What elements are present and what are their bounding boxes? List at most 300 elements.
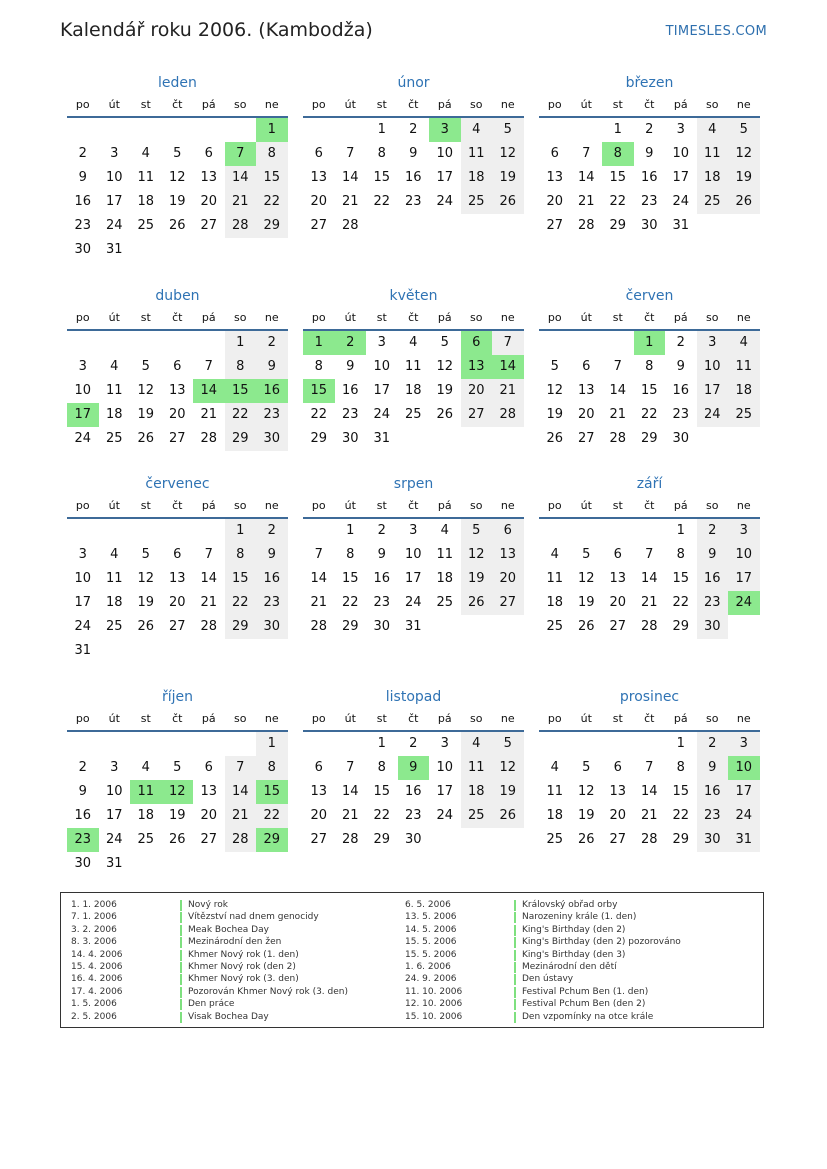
day-cell[interactable]: 22 — [640, 407, 658, 422]
day-cell[interactable]: 24 — [373, 407, 391, 422]
day-cell[interactable]: 28 — [200, 431, 218, 446]
day-cell[interactable]: 16 — [697, 567, 729, 591]
day-cell[interactable]: 24 — [672, 194, 690, 209]
day-cell[interactable]: 15 — [225, 567, 257, 591]
day-cell[interactable]: 25 — [728, 403, 760, 427]
day-cell[interactable]: 27 — [609, 619, 627, 634]
day-cell[interactable]: 22 — [341, 595, 359, 610]
day-cell[interactable]: 8 — [645, 359, 654, 374]
day-cell[interactable]: 4 — [141, 146, 150, 161]
day-cell[interactable]: 2 — [697, 732, 729, 756]
day-cell[interactable]: 23 — [697, 804, 729, 828]
day-cell[interactable]: 7 — [346, 146, 355, 161]
day-cell[interactable]: 6 — [314, 146, 323, 161]
day-cell[interactable]: 6 — [582, 359, 591, 374]
day-cell[interactable]: 7 — [204, 547, 213, 562]
day-cell[interactable]: 31 — [672, 218, 690, 233]
holiday-day-cell[interactable]: 9 — [398, 756, 430, 780]
day-cell[interactable]: 27 — [461, 403, 493, 427]
day-cell[interactable]: 22 — [225, 403, 257, 427]
day-cell[interactable]: 4 — [697, 118, 729, 142]
day-cell[interactable]: 14 — [640, 571, 658, 586]
holiday-day-cell[interactable]: 29 — [256, 828, 288, 852]
day-cell[interactable]: 20 — [310, 194, 328, 209]
day-cell[interactable]: 20 — [609, 808, 627, 823]
day-cell[interactable]: 5 — [582, 547, 591, 562]
day-cell[interactable]: 23 — [341, 407, 359, 422]
day-cell[interactable]: 7 — [645, 547, 654, 562]
day-cell[interactable]: 25 — [697, 190, 729, 214]
day-cell[interactable]: 13 — [609, 784, 627, 799]
day-cell[interactable]: 1 — [346, 523, 355, 538]
day-cell[interactable]: 21 — [492, 379, 524, 403]
day-cell[interactable]: 17 — [436, 784, 454, 799]
day-cell[interactable]: 23 — [697, 591, 729, 615]
day-cell[interactable]: 15 — [341, 571, 359, 586]
day-cell[interactable]: 13 — [168, 571, 186, 586]
holiday-day-cell[interactable]: 2 — [335, 331, 367, 355]
day-cell[interactable]: 26 — [461, 591, 493, 615]
day-cell[interactable]: 16 — [373, 571, 391, 586]
day-cell[interactable]: 14 — [225, 166, 257, 190]
day-cell[interactable]: 26 — [168, 218, 186, 233]
day-cell[interactable]: 22 — [609, 194, 627, 209]
day-cell[interactable]: 1 — [676, 523, 685, 538]
day-cell[interactable]: 11 — [728, 355, 760, 379]
day-cell[interactable]: 25 — [137, 832, 155, 847]
day-cell[interactable]: 13 — [546, 170, 564, 185]
day-cell[interactable]: 4 — [461, 118, 493, 142]
day-cell[interactable]: 18 — [105, 407, 123, 422]
day-cell[interactable]: 25 — [137, 218, 155, 233]
day-cell[interactable]: 30 — [404, 832, 422, 847]
day-cell[interactable]: 2 — [409, 736, 418, 751]
day-cell[interactable]: 18 — [461, 166, 493, 190]
day-cell[interactable]: 31 — [105, 242, 123, 257]
day-cell[interactable]: 18 — [697, 166, 729, 190]
day-cell[interactable]: 2 — [409, 122, 418, 137]
day-cell[interactable]: 16 — [697, 780, 729, 804]
day-cell[interactable]: 21 — [609, 407, 627, 422]
day-cell[interactable]: 10 — [105, 784, 123, 799]
day-cell[interactable]: 17 — [728, 567, 760, 591]
day-cell[interactable]: 30 — [256, 615, 288, 639]
day-cell[interactable]: 28 — [341, 218, 359, 233]
day-cell[interactable]: 23 — [404, 194, 422, 209]
brand-logo[interactable]: TIMESLES.COM — [665, 24, 767, 39]
day-cell[interactable]: 7 — [204, 359, 213, 374]
day-cell[interactable]: 23 — [256, 403, 288, 427]
day-cell[interactable]: 10 — [436, 760, 454, 775]
day-cell[interactable]: 30 — [672, 431, 690, 446]
holiday-day-cell[interactable]: 1 — [303, 331, 335, 355]
day-cell[interactable]: 3 — [676, 122, 685, 137]
day-cell[interactable]: 14 — [225, 780, 257, 804]
day-cell[interactable]: 31 — [74, 643, 92, 658]
day-cell[interactable]: 3 — [409, 523, 418, 538]
day-cell[interactable]: 18 — [137, 194, 155, 209]
day-cell[interactable]: 29 — [373, 832, 391, 847]
day-cell[interactable]: 24 — [436, 808, 454, 823]
day-cell[interactable]: 30 — [341, 431, 359, 446]
day-cell[interactable]: 20 — [168, 407, 186, 422]
day-cell[interactable]: 12 — [137, 383, 155, 398]
day-cell[interactable]: 5 — [461, 519, 493, 543]
day-cell[interactable]: 14 — [200, 571, 218, 586]
day-cell[interactable]: 25 — [546, 832, 564, 847]
holiday-day-cell[interactable]: 6 — [461, 331, 493, 355]
day-cell[interactable]: 2 — [256, 519, 288, 543]
day-cell[interactable]: 24 — [105, 832, 123, 847]
day-cell[interactable]: 1 — [613, 122, 622, 137]
day-cell[interactable]: 18 — [137, 808, 155, 823]
day-cell[interactable]: 14 — [341, 170, 359, 185]
day-cell[interactable]: 28 — [200, 619, 218, 634]
day-cell[interactable]: 13 — [492, 543, 524, 567]
day-cell[interactable]: 6 — [613, 760, 622, 775]
day-cell[interactable]: 27 — [577, 431, 595, 446]
day-cell[interactable]: 13 — [168, 383, 186, 398]
day-cell[interactable]: 12 — [436, 359, 454, 374]
day-cell[interactable]: 16 — [404, 784, 422, 799]
day-cell[interactable]: 9 — [676, 359, 685, 374]
day-cell[interactable]: 11 — [461, 756, 493, 780]
day-cell[interactable]: 6 — [204, 760, 213, 775]
holiday-day-cell[interactable]: 13 — [461, 355, 493, 379]
day-cell[interactable]: 21 — [577, 194, 595, 209]
day-cell[interactable]: 31 — [373, 431, 391, 446]
day-cell[interactable]: 30 — [697, 615, 729, 639]
day-cell[interactable]: 9 — [346, 359, 355, 374]
day-cell[interactable]: 11 — [546, 784, 564, 799]
day-cell[interactable]: 20 — [200, 194, 218, 209]
day-cell[interactable]: 11 — [137, 170, 155, 185]
day-cell[interactable]: 27 — [310, 218, 328, 233]
day-cell[interactable]: 22 — [672, 595, 690, 610]
day-cell[interactable]: 9 — [78, 170, 87, 185]
day-cell[interactable]: 12 — [168, 170, 186, 185]
day-cell[interactable]: 19 — [168, 194, 186, 209]
day-cell[interactable]: 3 — [697, 331, 729, 355]
day-cell[interactable]: 19 — [546, 407, 564, 422]
holiday-day-cell[interactable]: 16 — [256, 379, 288, 403]
day-cell[interactable]: 26 — [577, 832, 595, 847]
day-cell[interactable]: 30 — [256, 427, 288, 451]
day-cell[interactable]: 13 — [609, 571, 627, 586]
day-cell[interactable]: 21 — [640, 595, 658, 610]
day-cell[interactable]: 29 — [672, 832, 690, 847]
day-cell[interactable]: 16 — [404, 170, 422, 185]
day-cell[interactable]: 20 — [609, 595, 627, 610]
day-cell[interactable]: 30 — [697, 828, 729, 852]
day-cell[interactable]: 6 — [492, 519, 524, 543]
day-cell[interactable]: 11 — [546, 571, 564, 586]
day-cell[interactable]: 1 — [256, 732, 288, 756]
day-cell[interactable]: 28 — [640, 619, 658, 634]
day-cell[interactable]: 17 — [373, 383, 391, 398]
day-cell[interactable]: 29 — [256, 214, 288, 238]
day-cell[interactable]: 18 — [105, 595, 123, 610]
day-cell[interactable]: 21 — [225, 190, 257, 214]
holiday-day-cell[interactable]: 15 — [303, 379, 335, 403]
day-cell[interactable]: 30 — [74, 242, 92, 257]
day-cell[interactable]: 14 — [341, 784, 359, 799]
day-cell[interactable]: 28 — [341, 832, 359, 847]
day-cell[interactable]: 4 — [110, 547, 119, 562]
day-cell[interactable]: 14 — [640, 784, 658, 799]
holiday-day-cell[interactable]: 17 — [67, 403, 99, 427]
day-cell[interactable]: 2 — [676, 335, 685, 350]
day-cell[interactable]: 27 — [492, 591, 524, 615]
day-cell[interactable]: 16 — [341, 383, 359, 398]
day-cell[interactable]: 1 — [225, 331, 257, 355]
day-cell[interactable]: 31 — [105, 856, 123, 871]
day-cell[interactable]: 23 — [373, 595, 391, 610]
day-cell[interactable]: 15 — [373, 170, 391, 185]
day-cell[interactable]: 20 — [492, 567, 524, 591]
day-cell[interactable]: 23 — [404, 808, 422, 823]
day-cell[interactable]: 9 — [377, 547, 386, 562]
holiday-day-cell[interactable]: 15 — [225, 379, 257, 403]
day-cell[interactable]: 24 — [74, 431, 92, 446]
day-cell[interactable]: 19 — [461, 567, 493, 591]
day-cell[interactable]: 1 — [377, 736, 386, 751]
day-cell[interactable]: 17 — [74, 595, 92, 610]
day-cell[interactable]: 6 — [550, 146, 559, 161]
day-cell[interactable]: 3 — [110, 146, 119, 161]
day-cell[interactable]: 22 — [310, 407, 328, 422]
day-cell[interactable]: 15 — [672, 571, 690, 586]
day-cell[interactable]: 8 — [676, 547, 685, 562]
day-cell[interactable]: 3 — [110, 760, 119, 775]
day-cell[interactable]: 17 — [728, 780, 760, 804]
day-cell[interactable]: 24 — [74, 619, 92, 634]
day-cell[interactable]: 29 — [341, 619, 359, 634]
day-cell[interactable]: 6 — [314, 760, 323, 775]
day-cell[interactable]: 4 — [550, 760, 559, 775]
day-cell[interactable]: 12 — [137, 571, 155, 586]
day-cell[interactable]: 15 — [640, 383, 658, 398]
day-cell[interactable]: 22 — [225, 591, 257, 615]
day-cell[interactable]: 2 — [645, 122, 654, 137]
day-cell[interactable]: 5 — [492, 118, 524, 142]
day-cell[interactable]: 5 — [141, 547, 150, 562]
day-cell[interactable]: 28 — [609, 431, 627, 446]
day-cell[interactable]: 20 — [310, 808, 328, 823]
day-cell[interactable]: 13 — [200, 784, 218, 799]
day-cell[interactable]: 25 — [461, 804, 493, 828]
day-cell[interactable]: 22 — [373, 194, 391, 209]
day-cell[interactable]: 17 — [105, 194, 123, 209]
holiday-day-cell[interactable]: 8 — [602, 142, 634, 166]
holiday-day-cell[interactable]: 15 — [256, 780, 288, 804]
day-cell[interactable]: 26 — [492, 190, 524, 214]
day-cell[interactable]: 4 — [461, 732, 493, 756]
day-cell[interactable]: 2 — [78, 760, 87, 775]
holiday-day-cell[interactable]: 11 — [130, 780, 162, 804]
day-cell[interactable]: 31 — [404, 619, 422, 634]
holiday-day-cell[interactable]: 7 — [225, 142, 257, 166]
day-cell[interactable]: 4 — [550, 547, 559, 562]
day-cell[interactable]: 19 — [728, 166, 760, 190]
day-cell[interactable]: 8 — [225, 543, 257, 567]
day-cell[interactable]: 11 — [105, 383, 123, 398]
day-cell[interactable]: 26 — [546, 431, 564, 446]
day-cell[interactable]: 19 — [577, 808, 595, 823]
day-cell[interactable]: 19 — [492, 166, 524, 190]
day-cell[interactable]: 25 — [105, 619, 123, 634]
day-cell[interactable]: 21 — [640, 808, 658, 823]
day-cell[interactable]: 16 — [672, 383, 690, 398]
day-cell[interactable]: 11 — [436, 547, 454, 562]
day-cell[interactable]: 29 — [640, 431, 658, 446]
day-cell[interactable]: 6 — [204, 146, 213, 161]
day-cell[interactable]: 3 — [78, 359, 87, 374]
day-cell[interactable]: 5 — [550, 359, 559, 374]
day-cell[interactable]: 4 — [110, 359, 119, 374]
day-cell[interactable]: 14 — [609, 383, 627, 398]
day-cell[interactable]: 23 — [672, 407, 690, 422]
day-cell[interactable]: 10 — [672, 146, 690, 161]
day-cell[interactable]: 20 — [546, 194, 564, 209]
day-cell[interactable]: 26 — [137, 431, 155, 446]
day-cell[interactable]: 24 — [728, 804, 760, 828]
day-cell[interactable]: 7 — [225, 756, 257, 780]
day-cell[interactable]: 9 — [645, 146, 654, 161]
day-cell[interactable]: 2 — [697, 519, 729, 543]
day-cell[interactable]: 12 — [546, 383, 564, 398]
day-cell[interactable]: 1 — [225, 519, 257, 543]
day-cell[interactable]: 23 — [640, 194, 658, 209]
day-cell[interactable]: 19 — [436, 383, 454, 398]
day-cell[interactable]: 2 — [256, 331, 288, 355]
day-cell[interactable]: 16 — [640, 170, 658, 185]
day-cell[interactable]: 19 — [168, 808, 186, 823]
day-cell[interactable]: 11 — [697, 142, 729, 166]
holiday-day-cell[interactable]: 1 — [634, 331, 666, 355]
day-cell[interactable]: 3 — [728, 519, 760, 543]
day-cell[interactable]: 4 — [440, 523, 449, 538]
day-cell[interactable]: 6 — [173, 359, 182, 374]
day-cell[interactable]: 17 — [404, 571, 422, 586]
day-cell[interactable]: 29 — [672, 619, 690, 634]
holiday-day-cell[interactable]: 12 — [162, 780, 194, 804]
day-cell[interactable]: 12 — [492, 142, 524, 166]
day-cell[interactable]: 28 — [577, 218, 595, 233]
day-cell[interactable]: 12 — [492, 756, 524, 780]
day-cell[interactable]: 31 — [728, 828, 760, 852]
day-cell[interactable]: 5 — [582, 760, 591, 775]
day-cell[interactable]: 26 — [728, 190, 760, 214]
day-cell[interactable]: 13 — [200, 170, 218, 185]
day-cell[interactable]: 20 — [168, 595, 186, 610]
day-cell[interactable]: 26 — [168, 832, 186, 847]
day-cell[interactable]: 20 — [461, 379, 493, 403]
day-cell[interactable]: 21 — [310, 595, 328, 610]
day-cell[interactable]: 9 — [78, 784, 87, 799]
day-cell[interactable]: 10 — [728, 543, 760, 567]
day-cell[interactable]: 30 — [640, 218, 658, 233]
day-cell[interactable]: 18 — [546, 808, 564, 823]
day-cell[interactable]: 4 — [728, 331, 760, 355]
day-cell[interactable]: 5 — [492, 732, 524, 756]
day-cell[interactable]: 24 — [436, 194, 454, 209]
day-cell[interactable]: 15 — [672, 784, 690, 799]
day-cell[interactable]: 13 — [577, 383, 595, 398]
day-cell[interactable]: 25 — [436, 595, 454, 610]
day-cell[interactable]: 29 — [310, 431, 328, 446]
day-cell[interactable]: 6 — [173, 547, 182, 562]
day-cell[interactable]: 1 — [377, 122, 386, 137]
day-cell[interactable]: 16 — [74, 194, 92, 209]
day-cell[interactable]: 26 — [577, 619, 595, 634]
day-cell[interactable]: 27 — [168, 431, 186, 446]
day-cell[interactable]: 18 — [404, 383, 422, 398]
day-cell[interactable]: 29 — [225, 427, 257, 451]
holiday-day-cell[interactable]: 23 — [67, 828, 99, 852]
day-cell[interactable]: 28 — [640, 832, 658, 847]
day-cell[interactable]: 8 — [256, 756, 288, 780]
day-cell[interactable]: 12 — [461, 543, 493, 567]
day-cell[interactable]: 25 — [105, 431, 123, 446]
day-cell[interactable]: 25 — [461, 190, 493, 214]
day-cell[interactable]: 20 — [200, 808, 218, 823]
day-cell[interactable]: 24 — [105, 218, 123, 233]
day-cell[interactable]: 27 — [200, 832, 218, 847]
day-cell[interactable]: 13 — [310, 784, 328, 799]
day-cell[interactable]: 22 — [672, 808, 690, 823]
day-cell[interactable]: 18 — [546, 595, 564, 610]
day-cell[interactable]: 12 — [577, 571, 595, 586]
day-cell[interactable]: 18 — [436, 571, 454, 586]
day-cell[interactable]: 12 — [728, 142, 760, 166]
day-cell[interactable]: 16 — [74, 808, 92, 823]
day-cell[interactable]: 27 — [546, 218, 564, 233]
day-cell[interactable]: 22 — [373, 808, 391, 823]
day-cell[interactable]: 30 — [373, 619, 391, 634]
day-cell[interactable]: 28 — [310, 619, 328, 634]
day-cell[interactable]: 27 — [200, 218, 218, 233]
day-cell[interactable]: 14 — [310, 571, 328, 586]
day-cell[interactable]: 23 — [256, 591, 288, 615]
day-cell[interactable]: 9 — [256, 543, 288, 567]
holiday-day-cell[interactable]: 10 — [728, 756, 760, 780]
day-cell[interactable]: 10 — [74, 571, 92, 586]
day-cell[interactable]: 5 — [173, 146, 182, 161]
holiday-day-cell[interactable]: 14 — [193, 379, 225, 403]
day-cell[interactable]: 10 — [105, 170, 123, 185]
day-cell[interactable]: 8 — [377, 146, 386, 161]
day-cell[interactable]: 17 — [436, 170, 454, 185]
day-cell[interactable]: 21 — [200, 407, 218, 422]
day-cell[interactable]: 2 — [377, 523, 386, 538]
day-cell[interactable]: 7 — [346, 760, 355, 775]
day-cell[interactable]: 17 — [697, 379, 729, 403]
day-cell[interactable]: 11 — [404, 359, 422, 374]
day-cell[interactable]: 6 — [613, 547, 622, 562]
day-cell[interactable]: 26 — [137, 619, 155, 634]
day-cell[interactable]: 13 — [310, 170, 328, 185]
day-cell[interactable]: 21 — [341, 808, 359, 823]
day-cell[interactable]: 29 — [609, 218, 627, 233]
day-cell[interactable]: 27 — [609, 832, 627, 847]
day-cell[interactable]: 14 — [577, 170, 595, 185]
day-cell[interactable]: 5 — [141, 359, 150, 374]
day-cell[interactable]: 10 — [373, 359, 391, 374]
day-cell[interactable]: 21 — [225, 804, 257, 828]
day-cell[interactable]: 21 — [341, 194, 359, 209]
day-cell[interactable]: 2 — [78, 146, 87, 161]
